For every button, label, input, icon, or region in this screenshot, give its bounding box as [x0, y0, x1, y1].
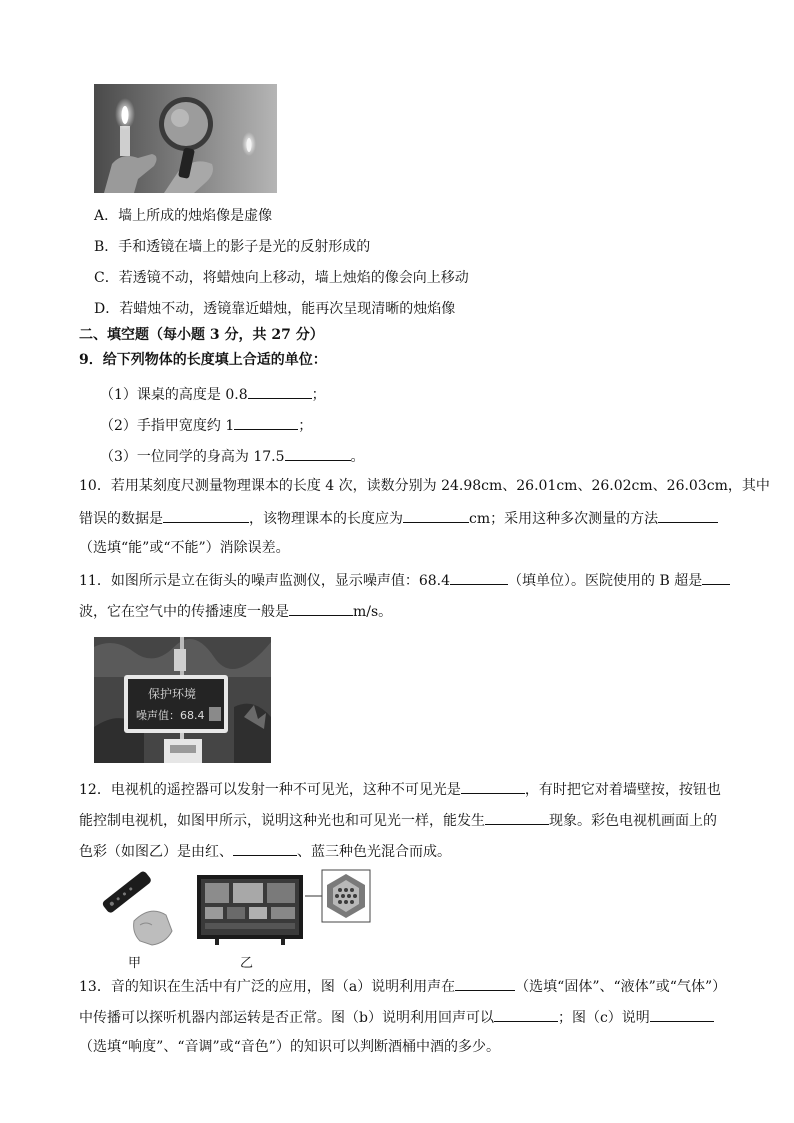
q13-line-3: （选填“响度”、“音调”或“音色”）的知识可以判断酒桶中酒的多少。 — [79, 1039, 500, 1055]
answer-blank[interactable] — [702, 569, 730, 585]
q9-item-2 — [100, 414, 312, 436]
answer-blank[interactable] — [455, 975, 515, 991]
answer-blank[interactable] — [233, 840, 297, 856]
answer-blank[interactable] — [450, 569, 508, 585]
tv-photo — [195, 873, 305, 947]
q11-line-1 — [79, 569, 730, 591]
q13-text-2b: ；图（c）说明 — [557, 1010, 650, 1026]
q13-text-1a: 13．音的知识在生活中有广泛的应用，图（a）说明利用声在 — [79, 979, 456, 995]
q12-text-3b: 、蓝三种色光混合而成。 — [297, 844, 451, 860]
q11-text-1b: （填单位）。医院使用的 B 超是 — [508, 573, 703, 589]
q12-text-2a: 能控制电视机，如图甲所示，说明这种光也和可见光一样，能发生 — [79, 813, 485, 829]
q10-text-2a: 错误的数据是 — [79, 511, 163, 527]
answer-blank[interactable] — [403, 507, 469, 523]
q13-line-1 — [79, 975, 726, 997]
answer-blank[interactable] — [285, 445, 351, 461]
q9-item-3-end: 。 — [350, 449, 365, 465]
answer-blank[interactable] — [494, 1006, 558, 1022]
answer-blank[interactable] — [461, 778, 525, 794]
q9-stem-text: 9．给下列物体的长度填上合适的单位： — [79, 352, 327, 368]
q9-item-1 — [100, 383, 326, 405]
figure-caption-jia: 甲 — [128, 956, 142, 971]
figure-caption-yi: 乙 — [240, 956, 254, 971]
q13-line-2 — [79, 1006, 714, 1028]
q12-text-3a: 色彩（如图乙）是由红、 — [79, 844, 233, 860]
q10-text-1: 10．若用某刻度尺测量物理课本的长度 4 次，读数分别为 24.98cm、26.01cm、26.02cm、26.03cm，其中 — [79, 478, 770, 494]
q10-line-1 — [79, 476, 770, 496]
q9-item-1-text: （1）课桌的高度是 0.8 — [100, 387, 248, 403]
q11-text-1a: 11．如图所示是立在街头的噪声监测仪，显示噪声值：68.4 — [79, 573, 450, 589]
answer-blank[interactable] — [650, 1006, 714, 1022]
q11-text-2a: 波，它在空气中的传播速度一般是 — [79, 604, 289, 620]
remote-control-photo — [100, 871, 176, 947]
noise-monitor-photo — [94, 637, 271, 763]
q10-text-2c: cm；采用这种多次测量的方法 — [469, 511, 659, 527]
answer-blank[interactable] — [485, 809, 549, 825]
option-d: D．若蜡烛不动，透镜靠近蜡烛，能再次呈现清晰的烛焰像 — [94, 301, 456, 317]
candle-lens-photo — [94, 84, 277, 193]
q9-item-2-text: （2）手指甲宽度约 1 — [100, 418, 235, 434]
q9-item-2-end: ； — [298, 418, 313, 434]
q9-item-3-text: （3）一位同学的身高为 17.5 — [100, 449, 285, 465]
q12-text-1a: 12．电视机的遥控器可以发射一种不可见光，这种不可见光是 — [79, 782, 461, 798]
q9-item-1-end: ； — [311, 387, 326, 403]
q10-line-2 — [79, 507, 718, 529]
pixel-zoom-detail — [305, 868, 371, 924]
q9-item-3 — [100, 445, 365, 467]
section-title: 二、填空题（每小题 3 分，共 27 分） — [79, 327, 324, 343]
q13-text-2a: 中传播可以探听机器内部运转是否正常。图（b）说明利用回声可以 — [79, 1010, 494, 1026]
q12-text-2b: 现象。彩色电视机画面上的 — [549, 813, 717, 829]
option-a: A．墙上所成的烛焰像是虚像 — [94, 208, 273, 224]
q11-text-2b: m/s。 — [353, 604, 393, 620]
answer-blank[interactable] — [248, 383, 312, 399]
q12-line-1 — [79, 778, 721, 800]
option-b: B．手和透镜在墙上的影子是光的反射形成的 — [94, 239, 371, 255]
monitor-screen-line-2: 噪声值：68.4 — [136, 709, 205, 722]
q12-line-2 — [79, 809, 717, 831]
q10-line-3: （选填“能”或“不能”）消除误差。 — [79, 540, 290, 556]
q10-text-2b: ，该物理课本的长度应为 — [249, 511, 403, 527]
q12-line-3 — [79, 840, 451, 862]
answer-blank[interactable] — [163, 507, 249, 523]
q13-text-1b: （选填“固体”、“液体”或“气体”） — [515, 979, 727, 995]
answer-blank[interactable] — [658, 507, 718, 523]
q9-stem — [79, 350, 327, 370]
answer-blank[interactable] — [289, 600, 353, 616]
q11-line-2 — [79, 600, 392, 622]
answer-blank[interactable] — [234, 414, 298, 430]
monitor-screen-line-1: 保护环境 — [148, 687, 197, 701]
option-c: C．若透镜不动，将蜡烛向上移动，墙上烛焰的像会向上移动 — [94, 270, 469, 286]
q12-text-1b: ，有时把它对着墙壁按，按钮也 — [524, 782, 721, 798]
